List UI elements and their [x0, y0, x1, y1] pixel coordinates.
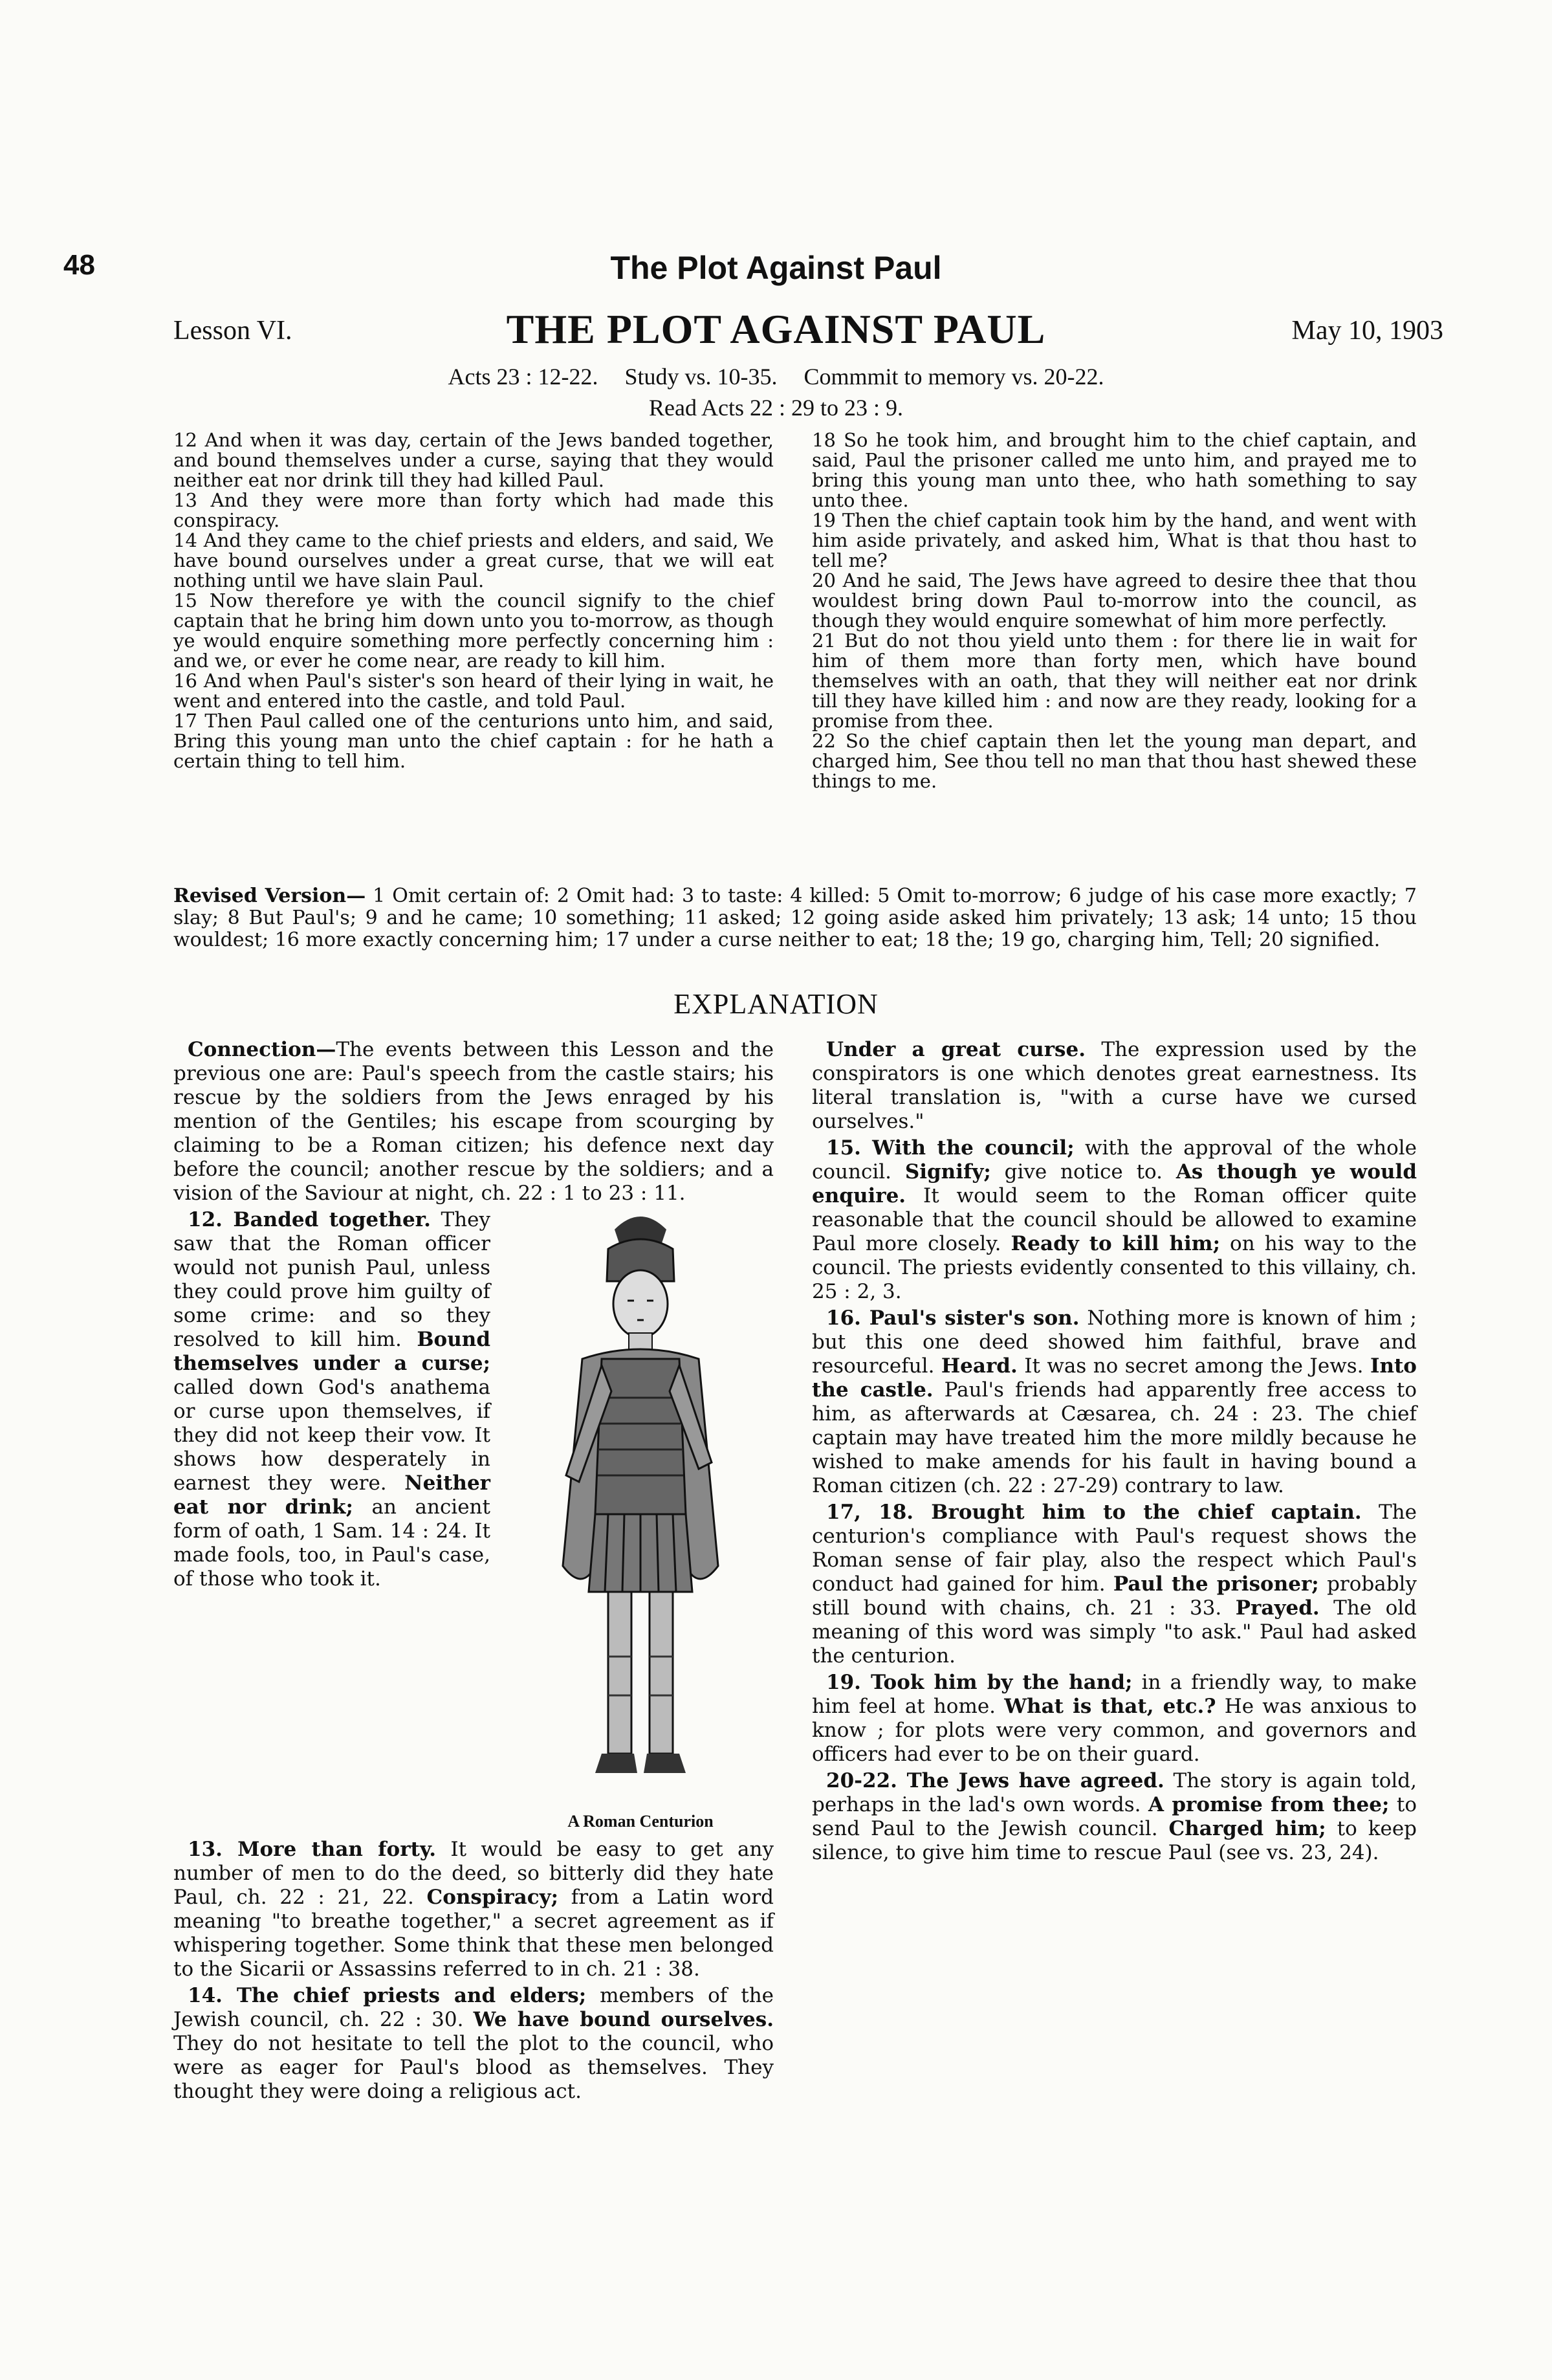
note-13: 13. More than forty. It would be easy to get any number of men to do the deed, so bitterly did they hate Paul, ch. 22 : 21, 22. Conspiracy; from a Latin word meaning "to breathe together," a secret agreement as if whispering together. Some think that these men belonged to the Sicarii or Assassins referred to in ch. 21 : 38.	[173, 1838, 774, 1981]
verse-14: 14 And they came to the chief priests and elders, and said, We have bound ourselves under a great curse, that we will eat nothing until we have slain Paul.	[173, 529, 774, 591]
read-passage: Read Acts 22 : 29 to 23 : 9.	[649, 395, 903, 421]
verse-12: 12 And when it was day, certain of the Jews banded together, and bound themselves under a curse, saying that they would neither eat nor drink till they had killed Paul.	[173, 429, 774, 491]
lesson-title: THE PLOT AGAINST PAUL	[506, 306, 1046, 352]
verse-15: 15 Now therefore ye with the council signify to the chief captain that he bring him down unto you to-morrow, as though ye would enquire something more perfectly concerning him : and we, or ever he come near, are ready to kill him.	[173, 589, 774, 672]
revised-version-text: 1 Omit certain of: 2 Omit had: 3 to taste: 4 killed: 5 Omit to-morrow; 6 judge of his case more exactly; 7 slay; 8 But Paul's; 9 and he came; 10 something; 11 asked; 12 going aside asked him privately; 13 ask; 14 unto; 15 thou wouldest; 16 more exactly concerning him; 17 under a curse neither to eat; 18 the; 19 go, charging him, Tell; 20 signified.	[173, 885, 1417, 951]
note-20-22: 20-22. The Jews have agreed. The story is again told, perhaps in the lad's own words. A promise from thee; to send Paul to the Jewish council. Charged him; to keep silence, to give him time to rescue Paul (see vs. 23, 24).	[812, 1769, 1417, 1864]
note-15: 15. With the council; with the approval of the whole council. Signify; give notice to. As though ye would enquire. It would seem to the Roman officer quite reasonable that the council should be allowed to examine Paul more closely. Ready to kill him; on his way to the council. The priests evidently consented to this villainy, ch. 25 : 2, 3.	[812, 1136, 1417, 1303]
lesson-date: May 10, 1903	[1291, 316, 1443, 346]
explanation-right-column	[812, 1038, 1417, 1868]
verse-22: 22 So the chief captain then let the young man depart, and charged him, See thou tell no man that thou hast shewed these things to me.	[812, 730, 1417, 792]
verse-19: 19 Then the chief captain took him by the hand, and went with him aside privately, and asked him, What is that thou hast to tell me?	[812, 509, 1417, 571]
note-17-18: 17, 18. Brought him to the chief captain. The centurion's compliance with Paul's request shows the Roman sense of fair play, also the respect which Paul's conduct had gained for him. Paul the prisoner; probably still bound with chains, ch. 21 : 33. Prayed. The old meaning of this word was simply "to ask." Paul had asked the centurion.	[812, 1501, 1417, 1668]
verse-16: 16 And when Paul's sister's son heard of their lying in wait, he went and entered into the castle, and told Paul.	[173, 670, 774, 712]
study-passage: Acts 23 : 12-22.	[448, 364, 598, 390]
scripture-left-column	[173, 430, 774, 771]
revised-version-label: Revised Version—	[173, 885, 366, 907]
verse-18: 18 So he took him, and brought him to the chief captain, and said, Paul the prisoner called me unto him, and prayed me to bring this young man unto thee, who hath something to say unto thee.	[812, 429, 1417, 511]
note-16: 16. Paul's sister's son. Nothing more is known of him ; but this one deed showed him faithful, brave and resourceful. Heard. It was no secret among the Jews. Into the castle. Paul's friends had apparently free access to him, as afterwards at Cæsarea, ch. 24 : 23. The chief captain may have treated him the more mildly because he wished to make amends for his fault in having bound a Roman citizen (ch. 22 : 27-29) contrary to law.	[812, 1306, 1417, 1497]
verse-20: 20 And he said, The Jews have agreed to desire thee that thou wouldest bring down Paul to-morrow into the council, as though they would enquire somewhat of him more perfectly.	[812, 569, 1417, 632]
verse-17: 17 Then Paul called one of the centurions unto him, and said, Bring this young man unto the chief captain : for he hath a certain thing to tell him.	[173, 710, 774, 772]
note-14: 14. The chief priests and elders; members of the Jewish council, ch. 22 : 30. We have bound ourselves. They do not hesitate to tell the plot to the council, who were as eager for Paul's blood as themselves. They thought they were doing a religious act.	[173, 1984, 774, 2103]
note-14-cont: Under a great curse. The expression used by the conspirators is one which denotes great earnestness. Its literal translation is, "with a curse have we cursed ourselves."	[812, 1038, 1417, 1133]
note-19: 19. Took him by the hand; in a friendly way, to make him feel at home. What is that, etc.? He was anxious to know ; for plots were very common, and governors and officers had ever to be on their guard.	[812, 1671, 1417, 1766]
study-verses: Study vs. 10-35.	[624, 364, 778, 390]
lesson-number: Lesson VI.	[173, 316, 292, 346]
page-number: 48	[63, 249, 95, 281]
roman-centurion-illustration	[505, 1204, 773, 1825]
scripture-right-column	[812, 430, 1417, 791]
centurion-icon	[505, 1204, 773, 1812]
revised-version-notes	[173, 885, 1417, 951]
explanation-left-lower	[173, 1838, 774, 2106]
running-head-title: The Plot Against Paul	[610, 250, 942, 286]
memory-verses: Commmit to memory vs. 20-22.	[803, 364, 1104, 390]
figure-caption: A Roman Centurion	[567, 1812, 714, 1831]
verse-21: 21 But do not thou yield unto them : for there lie in wait for him of them more than forty men, which have bound themselves with an oath, that they will neither eat nor drink till they have killed him : and now are they ready, looking for a promise from thee.	[812, 630, 1417, 732]
note-connection: Connection—The events between this Lesson and the previous one are: Paul's speech from the castle stairs; his rescue by the soldiers from the Jews enraged by his mention of the Gentiles; his escape from scourging by claiming to be a Roman citizen; his defence next day before the council; another rescue by the soldiers; and a vision of the Saviour at night, ch. 22 : 1 to 23 : 11.	[173, 1038, 774, 1205]
explanation-heading: EXPLANATION	[673, 988, 879, 1020]
narrow-notes	[173, 1208, 490, 1591]
verse-13: 13 And they were more than forty which had made this conspiracy.	[173, 489, 774, 531]
note-12: 12. Banded together. They saw that the Roman officer would not punish Paul, unless they could prove him guilty of some crime: and so they resolved to kill him. Bound themselves under a curse; called down God's anathema or curse upon themselves, if they did not keep their vow. It shows how desperately in earnest they were. Neither eat nor drink; an ancient form of oath, 1 Sam. 14 : 24. It made fools, too, in Paul's case, of those who took it.	[173, 1208, 490, 1591]
lesson-references	[0, 361, 1552, 423]
